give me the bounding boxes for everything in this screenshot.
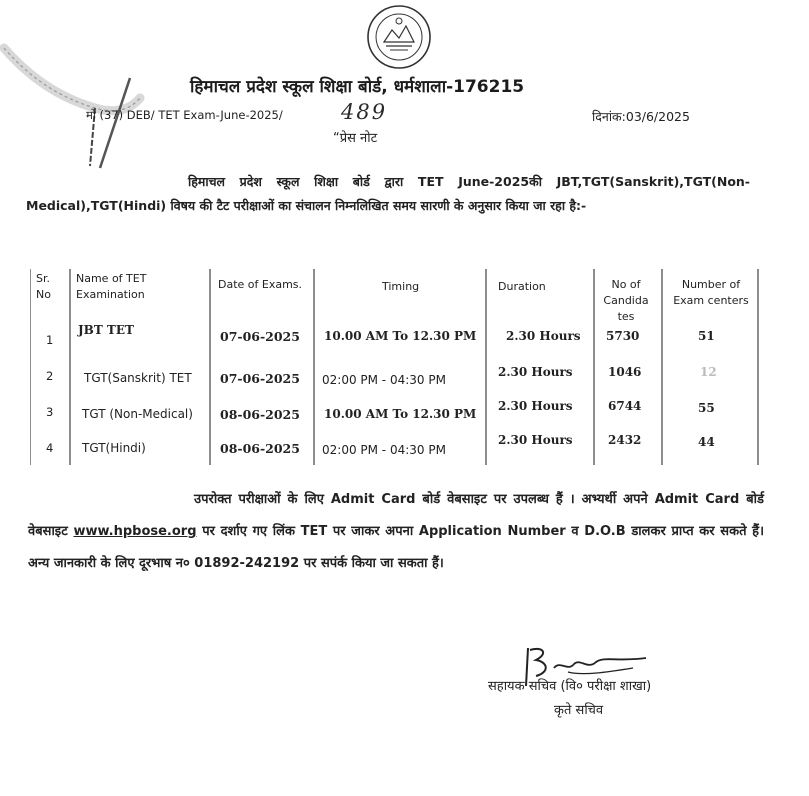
signature-block (488, 642, 738, 722)
row-date: 08-06-2025 (220, 407, 300, 422)
row-timing: 10.00 AM To 12.30 PM (324, 407, 477, 421)
admit-card-text-part2: पर दर्शाए गए लिंक TET पर जाकर अपना Application Number व D.O.B डालकर प्राप्त कर सकते हैं। अन्य जानकारी के लिए दूरभाष न० 01892-242192 पर सपंर्क किया जा सकता हैं। (28, 524, 764, 571)
board-seal-icon (366, 4, 432, 70)
intro-paragraph: हिमाचल प्रदेश स्कूल शिक्षा बोर्ड द्वारा TET June-2025की JBT,TGT(Sanskrit),TGT(Non-Medical),TGT(Hindi) विषय की टैट परीक्षाओं का संचालन निम्नलिखित समय सारणी के अनुसार किया जा रहा है:- (26, 174, 750, 213)
header-centers: Number of Exam centers (673, 278, 749, 307)
admit-card-paragraph (28, 484, 764, 580)
row-date: 08-06-2025 (220, 441, 300, 456)
row-exam-name: TGT (Non-Medical) (82, 407, 193, 421)
row-sr: 2 (46, 369, 54, 383)
header-exam-name: Name of TET Examination (76, 272, 147, 301)
row-date: 07-06-2025 (220, 371, 300, 386)
for-secretary-label: कृते सचिव (554, 703, 604, 718)
row-centers: 12 (700, 365, 717, 379)
row-exam-name: JBT TET (78, 323, 134, 337)
row-candidates: 1046 (608, 365, 642, 379)
row-duration: 2.30 Hours (498, 399, 573, 413)
row-timing: 10.00 AM To 12.30 PM (324, 329, 477, 343)
header-timing: Timing (382, 280, 420, 293)
row-sr: 4 (46, 441, 54, 455)
document-title: हिमाचल प्रदेश स्कूल शिक्षा बोर्ड, धर्मशाला-176215 (190, 77, 525, 97)
reference-number: मो (37) DEB/ TET Exam-June-2025/ (86, 108, 283, 122)
exam-schedule-table (30, 267, 762, 467)
row-exam-name: TGT(Sanskrit) TET (84, 371, 192, 385)
row-timing: 02:00 PM - 04:30 PM (322, 443, 446, 457)
row-candidates: 5730 (606, 329, 640, 343)
row-date: 07-06-2025 (220, 329, 300, 344)
row-duration: 2.30 Hours (498, 433, 573, 447)
row-exam-name: TGT(Hindi) (82, 441, 146, 455)
row-centers: 51 (698, 329, 715, 343)
document-date: दिनांक:03/6/2025 (592, 109, 690, 124)
reference-handwritten-number: 489 (341, 100, 388, 124)
row-centers: 55 (698, 401, 715, 415)
press-note-heading: “प्रेस नोट (333, 131, 378, 146)
row-duration: 2.30 Hours (498, 365, 573, 379)
header-candidates: No of Candida tes (603, 278, 649, 323)
row-timing: 02:00 PM - 04:30 PM (322, 373, 446, 387)
row-centers: 44 (698, 435, 715, 449)
header-date: Date of Exams. (218, 278, 303, 291)
row-candidates: 6744 (608, 399, 642, 413)
row-duration: 2.30 Hours (506, 329, 581, 343)
admit-card-text-part1: उपरोक्त परीक्षाओं के लिए Admit Card बोर्ड वेबसाइट पर उपलब्ध हैं । अभ्यर्थी अपने Admit Card बोर्ड वेबसाइट (28, 492, 764, 539)
header-sr-no: Sr. No (36, 272, 51, 301)
website-link[interactable]: www.hpbose.org (73, 524, 197, 539)
header-duration: Duration (498, 280, 546, 293)
row-sr: 1 (46, 333, 54, 347)
row-candidates: 2432 (608, 433, 642, 447)
row-sr: 3 (46, 405, 54, 419)
signatory-designation: सहायक सचिव (वि० परीक्षा शाखा) (488, 679, 652, 694)
